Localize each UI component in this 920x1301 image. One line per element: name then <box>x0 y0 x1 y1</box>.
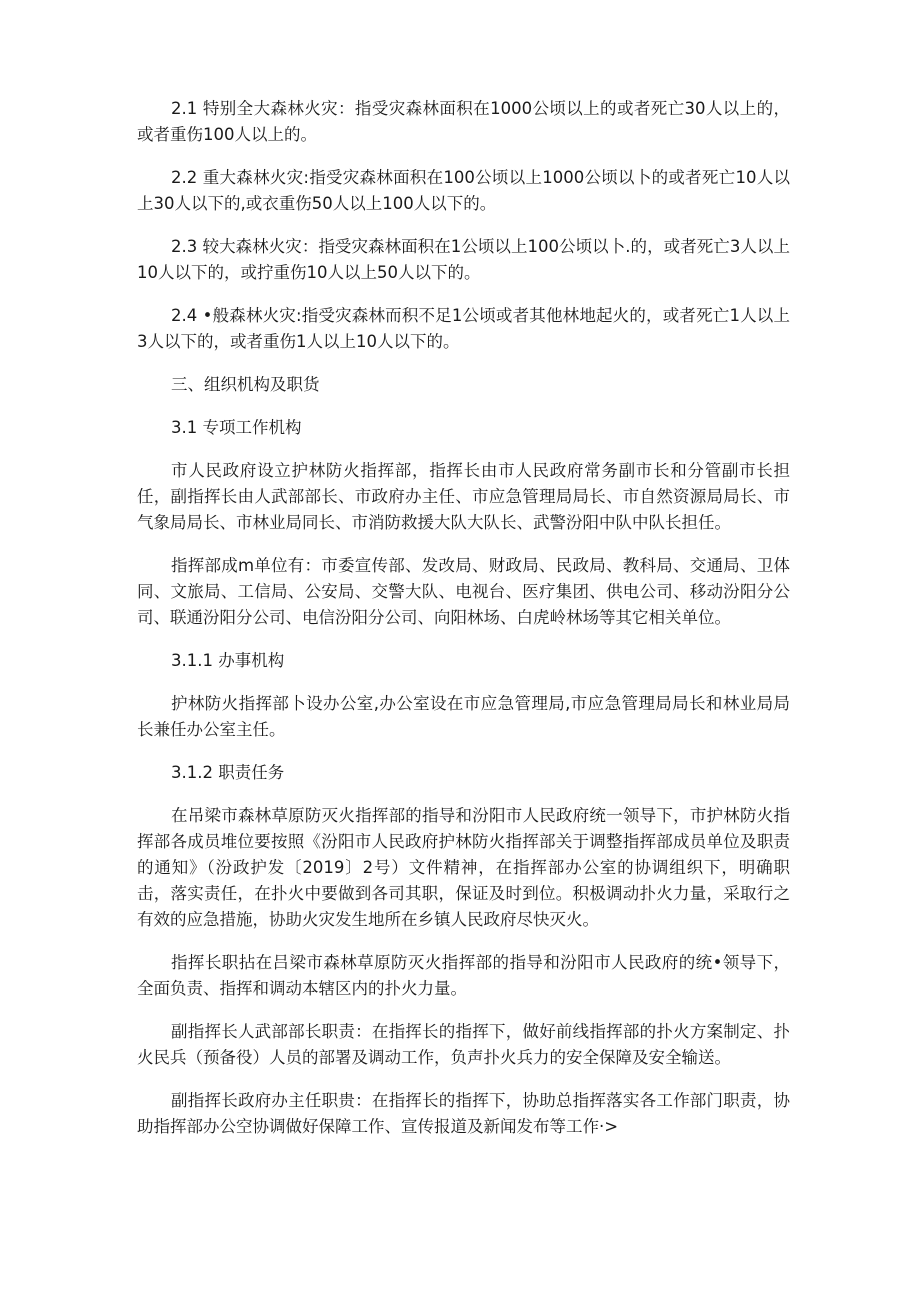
subsection-heading-3-1-2: 3.1.2 职责任务 <box>171 763 285 782</box>
paragraph-duties: 在吊梁市森林草原防灭火指挥部的指导和汾阳市人民政府统一领导下，市护林防火指挥部各成员堆位要按照《汾阳市人民政府护林防火指挥部关于调整指挥部成员单位及职责的通知》（汾政护发〔2019〕2号）文件精神，在指挥部办公室的协调组织下，明确职击，落实责任，在扑火中要做到各司其职，保证及时到位。积极调动扑火力量，采取行之有效的应急措施，协助火灾发生地所在乡镇人民政府尽快灭火。 <box>137 806 790 929</box>
paragraph-deputy-office-duties: 副指挥长政府办主任职贵：在指挥长的指挥下，协助总指挥落实各工作部门职责，协助指挥部办公空协调做好保障工作、宣传报道及新闻发布等工作·> <box>137 1091 790 1136</box>
paragraph-2-1: 2.1 特别全大森林火灾：指受灾森林面积在1000公顷以上的或者死亡30人以上的，或者重伤100人以上的。 <box>137 99 790 144</box>
paragraph-2-3: 2.3 较大森林火灾：指受灾森林面积在1公顷以上100公顷以卜.的，或者死亡3人以上10人以下的，或拧重伤10人以上50人以下的。 <box>137 237 790 282</box>
paragraph-deputy-armed-duties: 副指挥长人武部部长职责：在指挥长的指挥下，做好前线指挥部的扑火方案制定、扑火民兵（预备役）人员的部署及调动工作，负声扑火兵力的安全保障及安全输送。 <box>137 1022 790 1067</box>
section-heading-3: 三、组织机构及职货 <box>171 375 320 394</box>
subsection-heading-3-1-1: 3.1.1 办事机构 <box>171 651 285 670</box>
paragraph-commander-duties: 指挥长职拈在吕梁市森林草原防灭火指挥部的指导和汾阳市人民政府的统•领导下，全面负责、指挥和调动本辖区内的扑火力量。 <box>137 953 790 998</box>
paragraph-member-units: 指挥部成m单位有：市委宣传部、发改局、财政局、民政局、教科局、交通局、卫体同、文旅局、工信局、公安局、交警大队、电视台、医疗集团、供电公司、移动汾阳分公司、联通汾阳分公司、电信汾阳分公司、向阳林场、白虎岭林场等其它相关单位。 <box>137 556 790 627</box>
paragraph-2-4: 2.4 •般森林火灾:指受灾森林而积不足1公顷或者其他林地起火的，或者死亡1人以上3人以下的，或者重伤1人以上10人以下的。 <box>137 306 790 351</box>
paragraph-command-setup: 市人民政府设立护林防火指挥部，指挥长由市人民政府常务副市长和分管副市长担任，副指挥长由人武部部长、市政府办主任、市应急管理局局长、市自然资源局局长、市气象局局长、市林业局同长、市消防救援大队大队长、武警汾阳中队中队长担任。 <box>137 461 790 532</box>
subsection-heading-3-1: 3.1 专项工作机构 <box>171 418 302 437</box>
paragraph-office: 护林防火指挥部卜设办公室,办公室设在市应急管理局,市应急管理局局长和林业局局长兼任办公室主任。 <box>137 694 790 739</box>
paragraph-2-2: 2.2 重大森林火灾:指受灾森林面积在100公顷以上1000公顷以卜的或者死亡10人以上30人以下的,或衣重伤50人以上100人以下的。 <box>137 168 790 213</box>
